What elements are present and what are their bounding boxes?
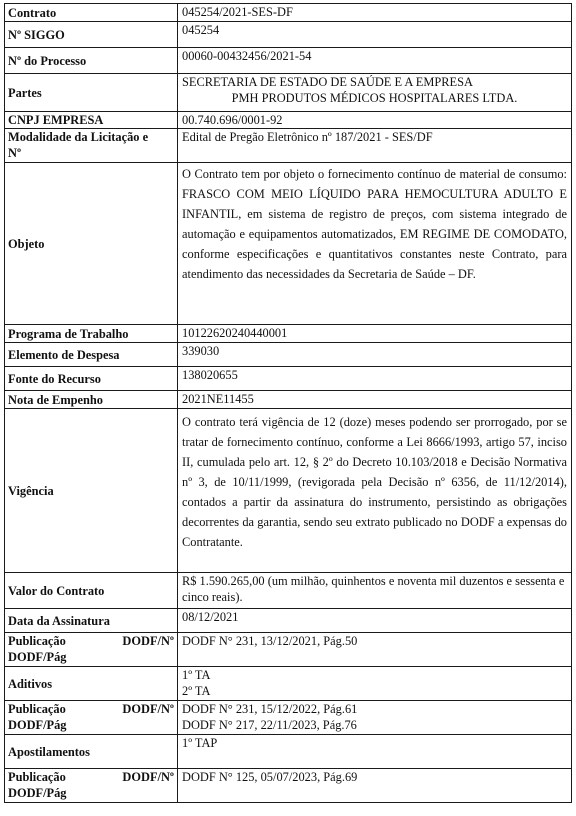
value-siggo: 045254 [178,22,572,48]
value-programa: 10122620240440001 [178,325,572,343]
publicacao-1-dodf-n: DODF/Nº [122,634,174,648]
value-publicacao-2 [178,701,572,735]
publicacao-2-dodf-pag: DODF/Pág [8,718,67,732]
label-modalidade [5,129,178,163]
aditivo-2: 2º TA [182,684,211,698]
value-vigencia: O contrato terá vigência de 12 (doze) meses podendo ser prorrogado, por se tratar de fornecimento contínuo, conforme a Lei 8666/1993, artigo 57, inciso II, cumulada pelo art. 12, § 2º do Decreto 10.103/2018 e Decisão Normativa nº 3, de 10/11/1999, (revigorada pela Decisão nº 6356, de 11/12/2014), contados a partir da assinatura do instrumento, persistindo as obrigações decorrentes da garantia, sendo seu extrato publicado no DODF a expensas do Contratante. [178,409,572,573]
label-elemento: Elemento de Despesa [5,343,178,367]
row-publicacao-2 [5,701,572,735]
row-objeto [5,163,572,325]
value-publicacao-3: DODF N° 125, 05/07/2023, Pág.69 [178,769,572,803]
publicacao-1-dodf-pag: DODF/Pág [8,650,67,664]
aditivo-1: 1º TA [182,668,211,682]
publicacao-3-dodf-n: DODF/Nº [122,770,174,784]
publicacao-2-word: Publicação [8,702,66,716]
row-publicacao-3 [5,769,572,803]
row-publicacao-1 [5,633,572,667]
publicacao-1-word: Publicação [8,634,66,648]
row-aditivos [5,667,572,701]
value-partes [178,74,572,112]
publicacao-2-line-2: DODF N° 217, 22/11/2023, Pág.76 [182,718,357,732]
row-modalidade [5,129,572,163]
row-assinatura [5,609,572,633]
value-empenho: 2021NE11455 [178,391,572,409]
label-contrato: Contrato [5,4,178,22]
modalidade-label-line-1: Modalidade da Licitação e [8,130,149,144]
partes-line-1: SECRETARIA DE ESTADO DE SAÚDE E A EMPRESA [182,75,473,89]
publicacao-3-word: Publicação [8,770,66,784]
modalidade-label-line-2: Nº [8,146,22,160]
label-publicacao-2 [5,701,178,735]
value-modalidade: Edital de Pregão Eletrônico nº 187/2021 - SES/DF [178,129,572,163]
publicacao-2-line-1: DODF N° 231, 15/12/2022, Pág.61 [182,702,358,716]
row-partes [5,74,572,112]
publicacao-3-dodf-pag: DODF/Pág [8,786,67,800]
value-processo: 00060-00432456/2021-54 [178,48,572,74]
value-valor: R$ 1.590.265,00 (um milhão, quinhentos e noventa mil duzentos e sessenta e cinco reais). [178,573,572,609]
value-fonte: 138020655 [178,367,572,391]
value-cnpj: 00.740.696/0001-92 [178,112,572,129]
row-valor [5,573,572,609]
value-contrato: 045254/2021-SES-DF [178,4,572,22]
partes-line-2: PMH PRODUTOS MÉDICOS HOSPITALARES LTDA. [231,91,518,105]
label-objeto: Objeto [5,163,178,325]
value-apostilamentos: 1º TAP [178,735,572,769]
label-partes: Partes [5,74,178,112]
row-apostilamentos [5,735,572,769]
row-programa [5,325,572,343]
label-publicacao-1 [5,633,178,667]
label-processo: Nº do Processo [5,48,178,74]
row-elemento [5,343,572,367]
label-fonte: Fonte do Recurso [5,367,178,391]
row-cnpj [5,112,572,129]
row-empenho [5,391,572,409]
label-empenho: Nota de Empenho [5,391,178,409]
value-publicacao-1: DODF N° 231, 13/12/2021, Pág.50 [178,633,572,667]
row-processo [5,48,572,74]
label-publicacao-3 [5,769,178,803]
label-cnpj: CNPJ EMPRESA [5,112,178,129]
row-siggo [5,22,572,48]
label-aditivos: Aditivos [5,667,178,701]
value-objeto: O Contrato tem por objeto o fornecimento contínuo de material de consumo: FRASCO COM MEIO LÍQUIDO PARA HEMOCULTURA ADULTO E INFANTIL, em sistema de registro de preços, com sistema integrado de automação e equipamentos automatizados, EM REGIME DE COMODATO, conforme especificações e quantitativos constantes neste Contrato, para atendimento das necessidades da Secretaria de Saúde – DF. [178,163,572,325]
publicacao-2-dodf-n: DODF/Nº [122,702,174,716]
label-apostilamentos: Apostilamentos [5,735,178,769]
label-programa: Programa de Trabalho [5,325,178,343]
row-fonte [5,367,572,391]
label-siggo: Nº SIGGO [5,22,178,48]
value-elemento: 339030 [178,343,572,367]
value-aditivos [178,667,572,701]
label-vigencia: Vigência [5,409,178,573]
row-contrato [5,4,572,22]
row-vigencia [5,409,572,573]
label-assinatura: Data da Assinatura [5,609,178,633]
label-valor: Valor do Contrato [5,573,178,609]
value-assinatura: 08/12/2021 [178,609,572,633]
contract-extract-table [4,3,572,803]
